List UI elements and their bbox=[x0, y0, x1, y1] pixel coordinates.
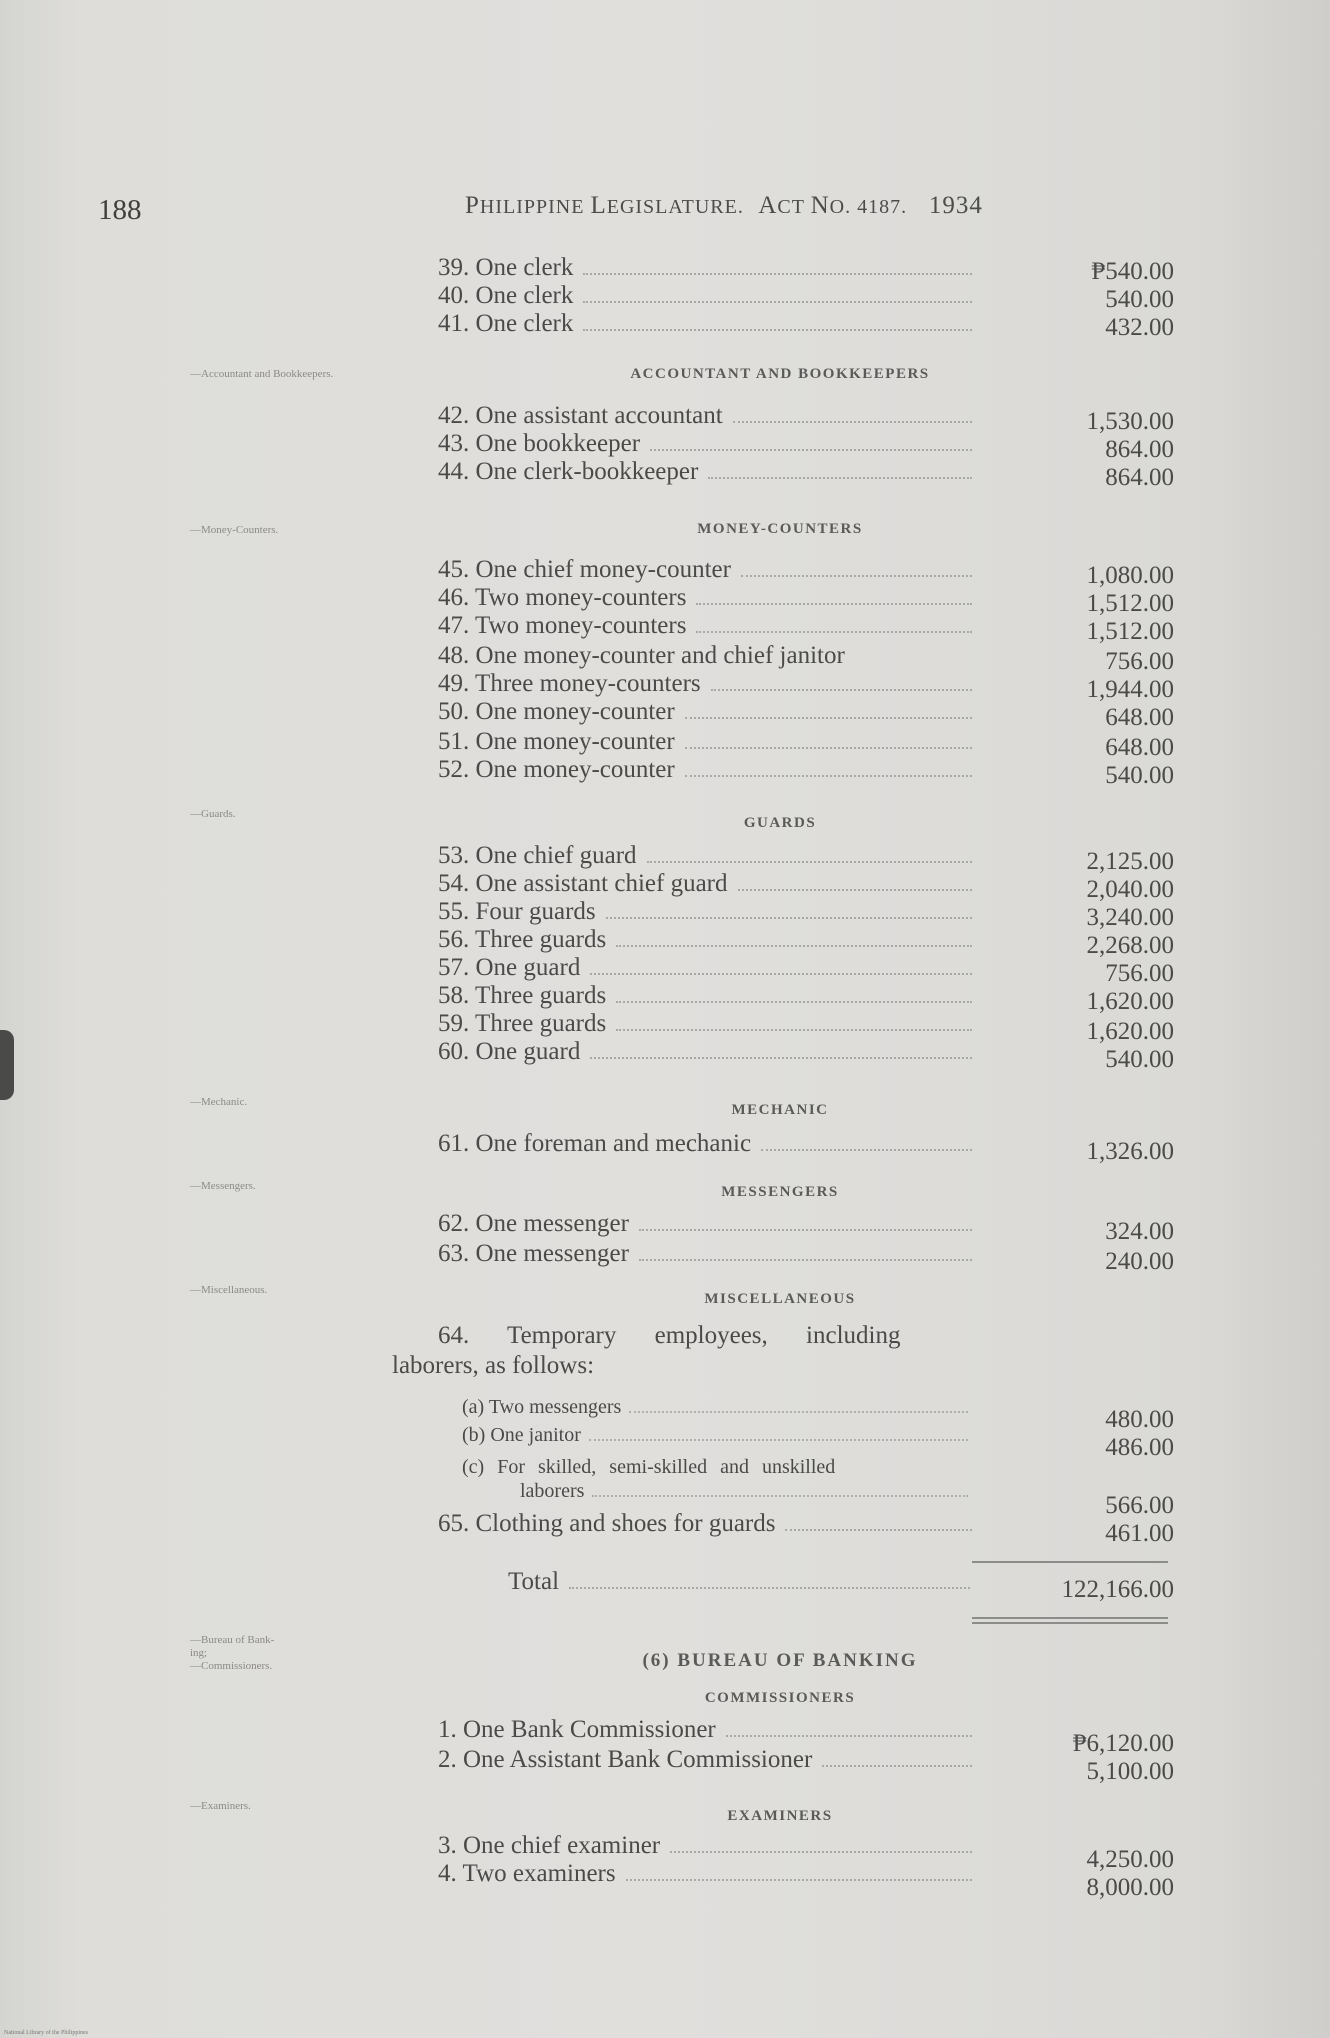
line-item: 63. One messenger bbox=[438, 1240, 978, 1268]
side-note: —Accountant and Bookkeepers. bbox=[190, 368, 334, 380]
line-amount: 756.00 bbox=[1105, 648, 1174, 675]
side-note: —Mechanic. bbox=[190, 1096, 248, 1108]
line-item: 56. Three guards bbox=[438, 926, 978, 954]
sub-item: (b) One janitor bbox=[462, 1424, 972, 1447]
line-item: 55. Four guards bbox=[438, 898, 978, 926]
line-item: 59. Three guards bbox=[438, 1010, 978, 1038]
line-item: 61. One foreman and mechanic bbox=[438, 1130, 978, 1158]
line-item: 44. One clerk-bookkeeper bbox=[438, 458, 978, 486]
line-amount: 1,326.00 bbox=[1086, 1138, 1174, 1165]
line-item: 45. One chief money-counter bbox=[438, 556, 978, 584]
sum-rule bbox=[972, 1561, 1168, 1563]
line-item: 47. Two money-counters bbox=[438, 612, 978, 640]
line-amount: 648.00 bbox=[1105, 704, 1174, 731]
line-item: 4. Two examiners bbox=[438, 1860, 978, 1888]
line-item: 54. One assistant chief guard bbox=[438, 870, 978, 898]
line-amount: 461.00 bbox=[1105, 1520, 1174, 1547]
line-item: 60. One guard bbox=[438, 1038, 978, 1066]
line-amount: 1,512.00 bbox=[1086, 590, 1174, 617]
line-amount: 324.00 bbox=[1105, 1218, 1174, 1245]
sub-item-c-line1: (c) For skilled, semi-skilled and unskilled bbox=[462, 1456, 836, 1478]
line-amount: 540.00 bbox=[1105, 1046, 1174, 1073]
line-amount: 4,250.00 bbox=[1086, 1846, 1174, 1873]
line-amount: 1,530.00 bbox=[1086, 408, 1174, 435]
page-number: 188 bbox=[98, 194, 142, 226]
sub-item: (a) Two messengers bbox=[462, 1396, 972, 1419]
section-heading: MONEY-COUNTERS bbox=[697, 521, 863, 537]
line-amount: ₱540.00 bbox=[1091, 258, 1174, 285]
section-heading: ACCOUNTANT AND BOOKKEEPERS bbox=[630, 366, 930, 382]
line-amount: ₱6,120.00 bbox=[1072, 1730, 1174, 1757]
line-amount: 1,620.00 bbox=[1086, 988, 1174, 1015]
line-item: 41. One clerk bbox=[438, 310, 978, 338]
total-rule bbox=[972, 1622, 1168, 1624]
line-amount: 486.00 bbox=[1105, 1434, 1174, 1461]
line-amount: 432.00 bbox=[1105, 314, 1174, 341]
line-item: 50. One money-counter bbox=[438, 698, 978, 726]
line-item: 62. One messenger bbox=[438, 1210, 978, 1238]
running-head: PHILIPPINE LEGISLATURE. ACT NO. 4187. 1934 bbox=[465, 192, 983, 219]
line-amount: 1,512.00 bbox=[1086, 618, 1174, 645]
section-heading: EXAMINERS bbox=[727, 1808, 833, 1824]
line-amount: 5,100.00 bbox=[1086, 1758, 1174, 1785]
line-amount: 1,944.00 bbox=[1086, 676, 1174, 703]
line-item: 1. One Bank Commissioner bbox=[438, 1716, 978, 1744]
side-note: —Messengers. bbox=[190, 1180, 256, 1192]
line-amount: 540.00 bbox=[1105, 762, 1174, 789]
section-heading: COMMISSIONERS bbox=[704, 1690, 856, 1706]
line-amount: 1,620.00 bbox=[1086, 1018, 1174, 1045]
line-amount: 3,240.00 bbox=[1086, 904, 1174, 931]
line-amount: 566.00 bbox=[1105, 1492, 1174, 1519]
line-item: 58. Three guards bbox=[438, 982, 978, 1010]
item-64-line2: laborers, as follows: bbox=[392, 1352, 595, 1379]
line-amount: 864.00 bbox=[1105, 464, 1174, 491]
side-note: —Bureau of Bank- ing; —Commissioners. bbox=[190, 1634, 275, 1672]
section-heading: GUARDS bbox=[743, 815, 817, 831]
total-amount: 122,166.00 bbox=[1061, 1576, 1174, 1603]
line-item: 48. One money-counter and chief janitor bbox=[438, 642, 845, 669]
section-heading: MISCELLANEOUS bbox=[704, 1291, 856, 1307]
line-item: 39. One clerk bbox=[438, 254, 978, 282]
section-heading: MECHANIC bbox=[731, 1102, 829, 1118]
line-amount: 2,040.00 bbox=[1086, 876, 1174, 903]
line-item: 40. One clerk bbox=[438, 282, 978, 310]
line-amount: 1,080.00 bbox=[1086, 562, 1174, 589]
line-item: 2. One Assistant Bank Commissioner bbox=[438, 1746, 978, 1774]
line-item: 51. One money-counter bbox=[438, 728, 978, 756]
sub-item: laborers bbox=[520, 1480, 972, 1503]
side-note: —Money-Counters. bbox=[190, 524, 279, 536]
line-item: 42. One assistant accountant bbox=[438, 402, 978, 430]
line-amount: 8,000.00 bbox=[1086, 1874, 1174, 1901]
line-item: 52. One money-counter bbox=[438, 756, 978, 784]
line-item: 65. Clothing and shoes for guards bbox=[438, 1510, 978, 1538]
line-amount: 2,268.00 bbox=[1086, 932, 1174, 959]
bureau-title: (6) BUREAU OF BANKING bbox=[642, 1650, 918, 1671]
line-item: 49. Three money-counters bbox=[438, 670, 978, 698]
total-line: Total bbox=[508, 1568, 976, 1596]
line-amount: 480.00 bbox=[1105, 1406, 1174, 1433]
scan-edge-shadow bbox=[0, 1030, 14, 1100]
line-item: 43. One bookkeeper bbox=[438, 430, 978, 458]
line-item: 53. One chief guard bbox=[438, 842, 978, 870]
line-item: 46. Two money-counters bbox=[438, 584, 978, 612]
scan-footer: National Library of the Philippines bbox=[4, 2030, 88, 2036]
side-note: —Guards. bbox=[190, 808, 236, 820]
line-amount: 540.00 bbox=[1105, 286, 1174, 313]
line-amount: 648.00 bbox=[1105, 734, 1174, 761]
line-amount: 864.00 bbox=[1105, 436, 1174, 463]
line-item: 57. One guard bbox=[438, 954, 978, 982]
side-note: —Examiners. bbox=[190, 1800, 251, 1812]
line-amount: 2,125.00 bbox=[1086, 848, 1174, 875]
item-64-line1: 64. Temporary employees, including bbox=[438, 1322, 901, 1349]
total-rule bbox=[972, 1617, 1168, 1619]
section-heading: MESSENGERS bbox=[721, 1184, 839, 1200]
line-item: 3. One chief examiner bbox=[438, 1832, 978, 1860]
line-amount: 240.00 bbox=[1105, 1248, 1174, 1275]
side-note: —Miscellaneous. bbox=[190, 1284, 268, 1296]
line-amount: 756.00 bbox=[1105, 960, 1174, 987]
